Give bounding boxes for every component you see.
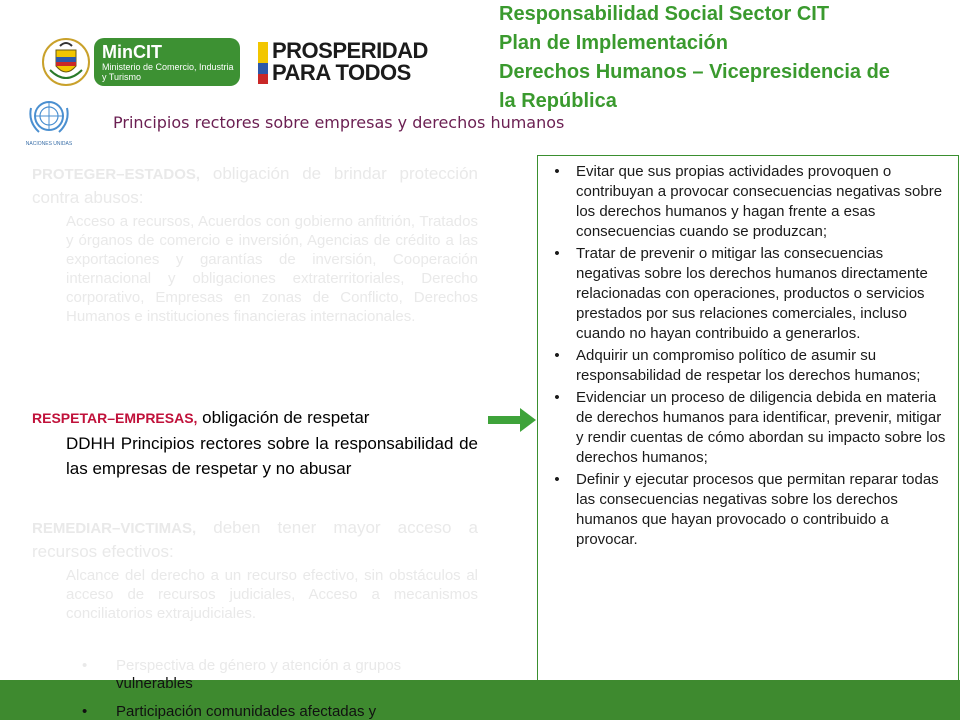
respetar-label: RESPETAR–EMPRESAS, <box>32 410 198 426</box>
prosperidad-para-todos-logo <box>256 38 431 88</box>
bullet-dot: • <box>554 471 560 488</box>
bullet-dot: • <box>82 703 88 720</box>
remediar-body: Alcance del derecho a un recurso efectivo, sin obstáculos al acceso de recursos judiciales, Acceso a mecanismos conciliatorios extrajudiciales. <box>66 567 478 622</box>
remediar-bullet-2 <box>82 703 478 721</box>
respetar-section <box>32 405 478 481</box>
proteger-body: Acceso a recursos, Acuerdos con gobierno anfitrión, Tratados y órganos de comercio e inversión, Agencias de crédito a las exportaciones y garantías de inversión, Cooperación internacional y obligaciones extraterritoriales, Derecho corporativo, Empresas en zonas de Conflicto, Derechos Humanos e instituciones financieras internacionales. <box>66 213 478 325</box>
remediar-bullet-1-line-1: Perspectiva de género y atención a grupos <box>116 657 402 674</box>
mincit-logo-name: MinCIT <box>102 42 162 62</box>
respetar-heading <box>32 405 478 431</box>
title-line-3: Derechos Humanos – Vicepresidencia de <box>499 61 890 83</box>
bullet-dot: • <box>554 347 560 364</box>
remediar-label: REMEDIAR–VICTIMAS, <box>32 520 197 537</box>
mincit-logo <box>94 38 240 86</box>
slide-title <box>499 0 960 116</box>
remediar-bullet-1 <box>82 657 478 693</box>
proteger-label: PROTEGER–ESTADOS, <box>32 166 201 183</box>
proteger-heading-rest: obligación de brindar protección contra abusos: <box>32 164 478 207</box>
remediar-heading <box>32 516 478 563</box>
remediar-heading-rest: deben tener mayor acceso a recursos efectivos: <box>32 518 478 561</box>
list-item <box>538 244 950 344</box>
title-line-1: Responsabilidad Social Sector CIT <box>499 3 830 25</box>
list-item-text: Definir y ejecutar procesos que permitan reparar todas las consecuencias negativas sobre los derechos humanos que hayan provocado o contribuido a provocar. <box>576 471 939 548</box>
slide-subtitle: Principios rectores sobre empresas y derechos humanos <box>113 113 565 132</box>
list-item <box>538 162 950 242</box>
united-nations-logo <box>26 94 72 148</box>
un-logo-caption: NACIONES UNIDAS <box>26 141 72 147</box>
proteger-heading <box>32 162 478 209</box>
list-item <box>538 346 950 386</box>
remediar-bullet-2-text: Participación comunidades afectadas y <box>116 703 377 720</box>
remediar-bullet-1-line-2: vulnerables <box>116 675 193 692</box>
mincit-logo-subtitle: Ministerio de Comercio, Industria y Turismo <box>102 62 234 82</box>
respetar-heading-rest: obligación de respetar <box>197 408 370 427</box>
bullet-dot: • <box>554 163 560 180</box>
title-line-2: Plan de Implementación <box>499 32 728 54</box>
bullet-dot: • <box>82 657 88 674</box>
respetar-details-box <box>537 155 959 693</box>
list-item-text: Tratar de prevenir o mitigar las consecuencias negativas sobre los derechos humanos directamente relacionadas con operaciones, productos o servicios prestados por sus relaciones comerciales, incluso cuando no hayan contribuido a generarlos. <box>576 245 928 342</box>
list-item <box>538 470 950 550</box>
respetar-body: DDHH Principios rectores sobre la responsabilidad de las empresas de respetar y no abusar <box>66 434 478 478</box>
prosperidad-line-2: PARA TODOS <box>272 60 411 85</box>
colombia-shield-logo <box>42 36 90 88</box>
list-item-text: Adquirir un compromiso político de asumir su responsabilidad de respetar los derechos humanos; <box>576 347 921 384</box>
arrow-right-icon <box>488 404 538 436</box>
bullet-dot: • <box>554 245 560 262</box>
list-item-text: Evitar que sus propias actividades provoquen o contribuyan a provocar consecuencias negativas sobre los derechos humanos y hagan frente a esas consecuencias cuando se produzcan; <box>576 163 943 240</box>
remediar-section <box>32 516 478 623</box>
title-line-4: la República <box>499 90 617 112</box>
list-item-text: Evidenciar un proceso de diligencia debida en materia de derechos humanos para identificar, prevenir, mitigar y rendir cuentas de cómo abordan su impacto sobre los derechos humanos; <box>576 389 946 466</box>
colombia-flag-icon <box>258 42 268 84</box>
respetar-details-list <box>538 156 958 550</box>
prosperidad-line-1: PROSPERIDAD <box>272 38 428 63</box>
proteger-section <box>32 162 478 326</box>
list-item <box>538 388 950 468</box>
bullet-dot: • <box>554 389 560 406</box>
